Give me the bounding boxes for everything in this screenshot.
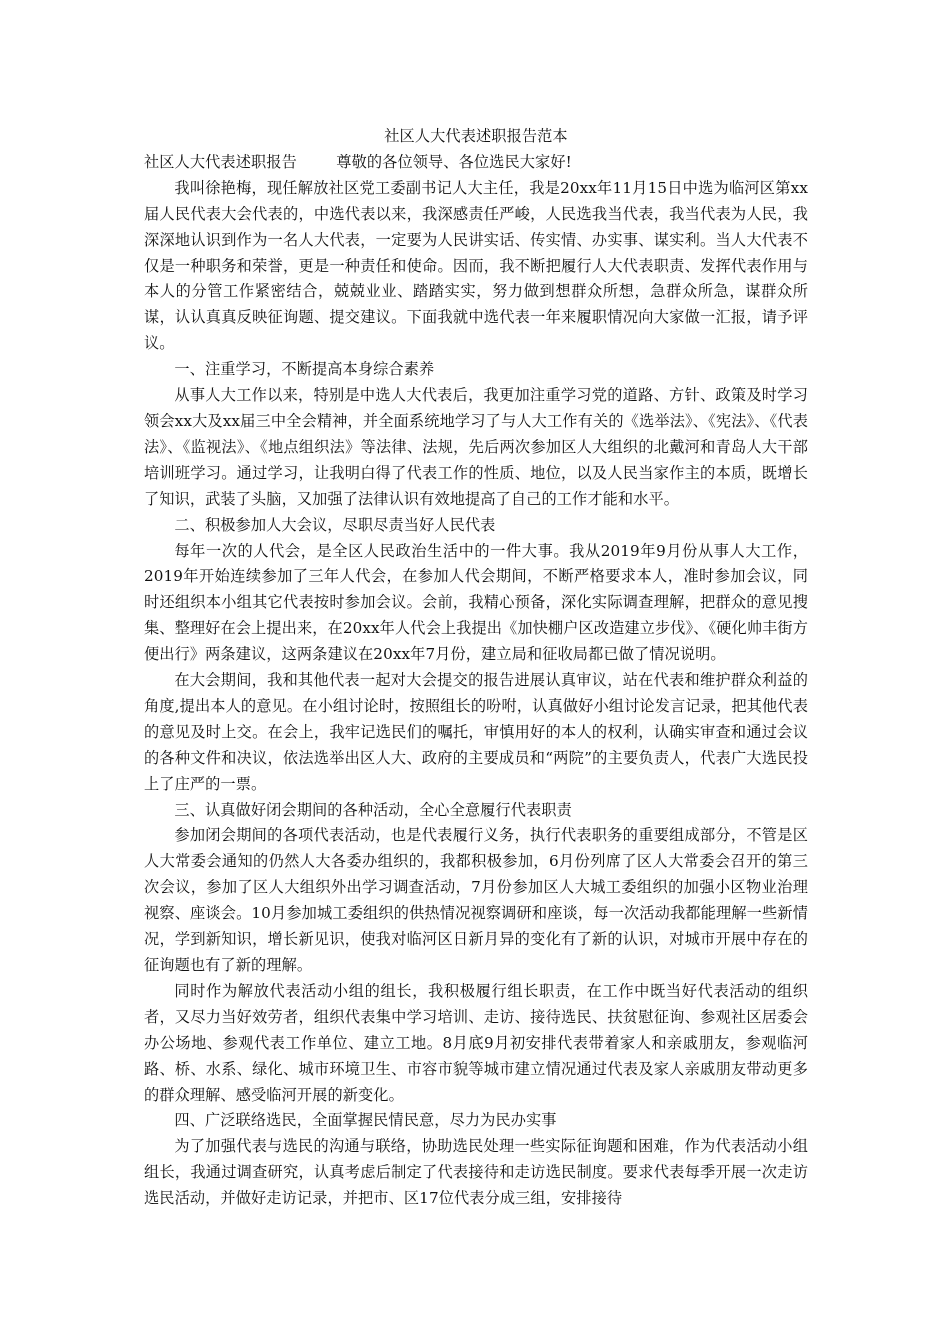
document-body — [144, 124, 808, 1212]
section-heading: 三、认真做好闭会期间的各种活动，全心全意履行代表职责 — [174, 800, 572, 819]
document-subtitle: 社区人大代表述职报告 尊敬的各位领导、各位选民大家好! — [144, 152, 572, 171]
section-heading: 二、积极参加人大会议，尽职尽责当好人民代表 — [174, 515, 496, 534]
body-paragraph: 我叫徐艳梅，现任解放社区党工委副书记人大主任，我是20xx年11月15日中选为临河区第xx届人民代表大会代表的，中选代表以来，我深感责任严峻，人民选我当代表，我当代表为人民，我深深地认识到作为一名人大代表，一定要为人民讲实话、传实情、办实事、谋实利。当人大代表不仅是一种职务和荣誉，更是一种责任和使命。因而，我不断把履行人大代表职责、发挥代表作用与本人的分管工作紧密结合，兢兢业业、踏踏实实，努力做到想群众所想，急群众所急，谋群众所谋，认认真真反映征询题、提交建议。下面我就中选代表一年来履职情况向大家做一汇报，请予评议。 — [144, 178, 808, 353]
document-blocks — [144, 176, 808, 1212]
body-paragraph: 每年一次的人代会，是全区人民政治生活中的一件大事。我从2019年9月份从事人大工作，2019年开始连续参加了三年人代会，在参加人代会期间，不断严格要求本人，准时参加会议，同时还组织本小组其它代表按时参加会议。会前，我精心预备，深化实际调查理解，把群众的意见搜集、整理好在会上提出来，在20xx年人代会上我提出《加快棚户区改造建立步伐》、《硬化帅丰街方便出行》两条建议，这两条建议在20xx年7月份，建立局和征收局都已做了情况说明。 — [144, 541, 808, 664]
body-paragraph: 参加闭会期间的各项代表活动，也是代表履行义务，执行代表职务的重要组成部分，不管是区人大常委会通知的仍然人大各委办组织的，我都积极参加，6月份列席了区人大常委会召开的第三次会议，参加了区人大组织外出学习调查活动，7月份参加区人大城工委组织的加强小区物业治理视察、座谈会。10月参加城工委组织的供热情况视察调研和座谈，每一次活动我都能理解一些新情况，学到新知识，增长新见识，使我对临河区日新月异的变化有了新的认识，对城市开展中存在的征询题也有了新的理解。 — [144, 826, 808, 974]
section-heading: 一、注重学习，不断提高本身综合素养 — [174, 360, 435, 379]
body-paragraph: 同时作为解放代表活动小组的组长，我积极履行组长职责，在工作中既当好代表活动的组织者，又尽力当好效劳者，组织代表集中学习培训、走访、接待选民、扶贫慰征询、参观社区居委会办公场地、参观代表工作单位、建立工地。8月底9月初安排代表带着家人和亲戚朋友，参观临河路、桥、水系、绿化、城市环境卫生、市容市貌等城市建立情况通过代表及家人亲戚朋友带动更多的群众理解、感受临河开展的新变化。 — [144, 981, 808, 1104]
document-title: 社区人大代表述职报告范本 — [384, 127, 568, 145]
body-paragraph: 从事人大工作以来，特别是中选人大代表后，我更加注重学习党的道路、方针、政策及时学习领会xx大及xx届三中全会精神，并全面系统地学习了与人大工作有关的《选举法》、《宪法》、《代表法》、《监视法》、《地点组织法》等法律、法规，先后两次参加区人大组织的北戴河和青岛人大干部培训班学习。通过学习，让我明白得了代表工作的性质、地位，以及人民当家作主的本质，既增长了知识，武装了头脑，又加强了法律认识有效地提高了自己的工作才能和水平。 — [144, 386, 808, 508]
body-paragraph: 为了加强代表与选民的沟通与联络，协助选民处理一些实际征询题和困难，作为代表活动小组组长，我通过调查研究，认真考虑后制定了代表接待和走访选民制度。要求代表每季开展一次走访选民活动，并做好走访记录，并把市、区17位代表分成三组，安排接待 — [144, 1137, 808, 1208]
section-heading: 四、广泛联络选民，全面掌握民情民意，尽力为民办实事 — [174, 1111, 557, 1130]
body-paragraph: 在大会期间，我和其他代表一起对大会提交的报告进展认真审议，站在代表和维护群众利益的角度,提出本人的意见。在小组讨论时，按照组长的吩咐，认真做好小组讨论发言记录，把其他代表的意见及时上交。在会上，我牢记选民们的嘱托，审慎用好的本人的权利，认确实审查和通过会议的各种文件和决议，依法选举出区人大、政府的主要成员和“两院”的主要负责人，代表广大选民投上了庄严的一票。 — [144, 671, 808, 793]
